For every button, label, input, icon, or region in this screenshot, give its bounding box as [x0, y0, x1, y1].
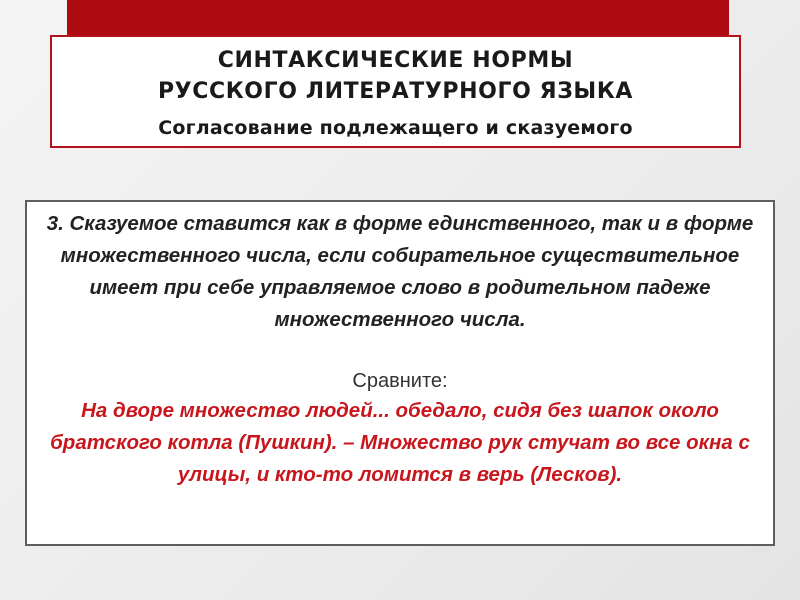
page-title-line-2: РУССКОГО ЛИТЕРАТУРНОГО ЯЗЫКА	[157, 79, 634, 104]
content-box	[25, 200, 775, 546]
rule-text: 3. Сказуемое ставится как в форме единственного, так и в форме множественного числа, если собирательное существительное имеет при себе управляемое слово в родительном падеже множественного числа.	[46, 212, 754, 331]
page-title-line-1: СИНТАКСИЧЕСКИЕ НОРМЫ	[217, 48, 574, 73]
example-text: На дворе множество людей... обедало, сидя без шапок около братского котла (Пушкин). – Множество рук стучат во все окна с улицы, и кто-то ломится в верь (Лесков).	[50, 399, 750, 486]
compare-label: Сравните:	[352, 370, 448, 392]
page-subtitle: Согласование подлежащего и сказуемого	[158, 117, 633, 139]
title-box	[50, 35, 741, 148]
top-accent-bar	[67, 0, 729, 35]
